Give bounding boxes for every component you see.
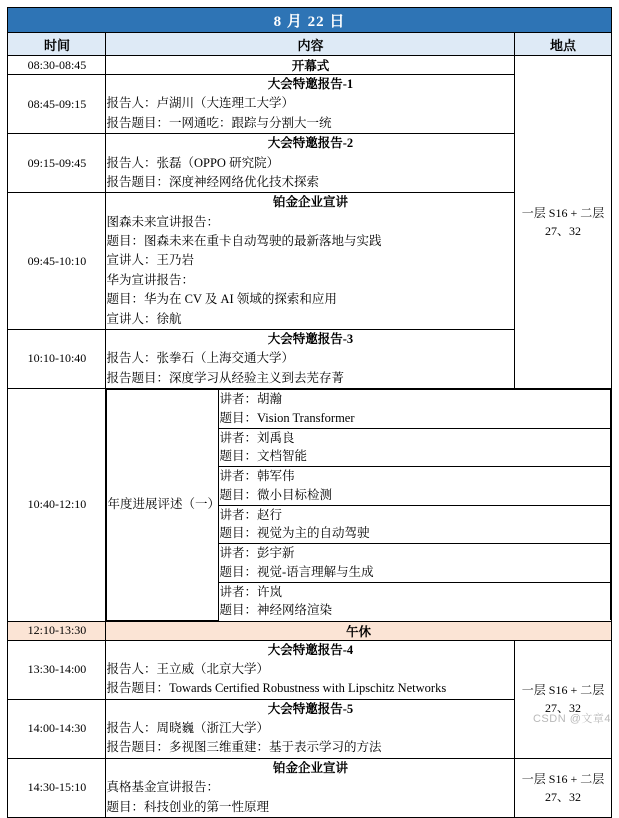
review-row: [107, 390, 610, 429]
table-row: [8, 389, 611, 622]
talk-line: 报告人：张拳石（上海交通大学）: [106, 351, 294, 366]
talk-line: 真格基金宣讲报告：: [106, 780, 219, 795]
talk-line: 报告题目：深度学习从经验主义到去芜存菁: [106, 370, 344, 385]
talk-line: 宣讲人：徐航: [106, 311, 182, 326]
row-content: [106, 758, 515, 817]
talk-line: 报告人：卢湖川（大连理工大学）: [106, 96, 294, 111]
talk-line: 报告题目：一网通吃：跟踪与分割大一统: [106, 115, 332, 130]
row-content: [106, 75, 515, 134]
table-row-lunch: [8, 621, 611, 640]
talk-line: 华为宣讲报告：: [106, 272, 194, 287]
row-time: 14:30-15:10: [8, 758, 106, 817]
talk-heading: 铂金企业宣讲: [272, 760, 348, 775]
review-label: 年度进展评述（一）: [107, 390, 219, 621]
row-content-title: 开幕式: [106, 56, 515, 75]
row-content: [106, 329, 515, 388]
talk-heading: 大会特邀报告-2: [267, 136, 354, 151]
row-time: 14:00-14:30: [8, 699, 106, 758]
review-topic: 题目：文档智能: [219, 449, 307, 464]
talk-line: 报告人：周晓巍（浙江大学）: [106, 721, 269, 735]
review-topic: 题目：视觉为主的自动驾驶: [219, 526, 370, 541]
review-table: [106, 389, 610, 621]
talk-line: 题目：华为在 CV 及 AI 领域的探索和应用: [106, 292, 337, 307]
row-time: 13:30-14:00: [8, 640, 106, 699]
review-speaker: 讲者：许岚: [219, 584, 282, 599]
talk-heading: 铂金企业宣讲: [272, 195, 348, 210]
schedule-table: [7, 7, 611, 818]
column-header-place: 地点: [515, 33, 611, 56]
table-title-row: [8, 8, 611, 33]
review-speaker: 讲者：刘禹良: [219, 430, 295, 445]
talk-heading: 大会特邀报告-3: [267, 331, 354, 346]
review-item: [219, 505, 610, 544]
talk-line: 题目：图森未来在重卡自动驾驶的最新落地与实践: [106, 234, 382, 248]
review-topic: 题目：微小目标检测: [219, 487, 332, 502]
review-item: [219, 467, 610, 506]
table-row: [8, 758, 611, 817]
talk-line: 报告人：王立威（北京大学）: [106, 661, 269, 676]
row-content: [106, 193, 515, 330]
table-row: [8, 640, 611, 699]
review-item: [219, 428, 610, 467]
talk-line: 报告题目：Towards Certified Robustness with Lipschitz Networks: [106, 681, 447, 696]
review-topic: 题目：Vision Transformer: [219, 410, 355, 425]
talk-line: 报告题目：多视图三维重建：基于表示学习的方法: [106, 740, 382, 755]
review-speaker: 讲者：赵行: [219, 507, 282, 522]
row-place-afternoon: 一层 S16 + 二层 27、32: [515, 640, 611, 758]
review-speaker: 讲者：胡瀚: [219, 392, 282, 406]
row-time: 10:10-10:40: [8, 329, 106, 388]
review-item: [219, 544, 610, 583]
review-topic: 题目：视觉-语言理解与生成: [219, 564, 374, 579]
review-block: [106, 389, 611, 622]
lunch-label: 午休: [106, 621, 611, 640]
review-item: [219, 582, 610, 620]
row-time: 10:40-12:10: [8, 389, 106, 622]
row-time: 09:45-10:10: [8, 193, 106, 330]
talk-heading: 大会特邀报告-4: [267, 642, 354, 657]
page-title: 8 月 22 日: [8, 8, 611, 33]
review-speaker: 讲者：韩军伟: [219, 469, 295, 483]
watermark: CSDN @文章4: [532, 713, 611, 725]
review-speaker: 讲者：彭宇新: [219, 546, 295, 560]
row-time: 08:30-08:45: [8, 56, 106, 75]
talk-heading: 大会特邀报告-5: [267, 701, 354, 716]
table-header-row: [8, 33, 611, 56]
talk-line: 宣讲人：王乃岩: [106, 253, 194, 268]
row-content: [106, 699, 515, 758]
review-item: [219, 390, 610, 429]
row-time: 09:15-09:45: [8, 134, 106, 193]
row-content: [106, 134, 515, 193]
row-time: 12:10-13:30: [8, 621, 106, 640]
table-row: [8, 56, 611, 75]
review-topic: 题目：神经网络渲染: [219, 603, 332, 618]
talk-heading: 大会特邀报告-1: [267, 77, 354, 91]
row-place-morning: 一层 S16 + 二层 27、32: [515, 56, 611, 389]
schedule-page: [0, 7, 619, 814]
talk-line: 报告人：张磊（OPPO 研究院）: [106, 155, 280, 170]
column-header-content: 内容: [106, 33, 515, 56]
talk-line: 题目：科技创业的第一性原理: [106, 799, 269, 814]
row-time: 08:45-09:15: [8, 75, 106, 134]
row-content: [106, 640, 515, 699]
talk-line: 图森未来宣讲报告：: [106, 214, 219, 229]
column-header-time: 时间: [8, 33, 106, 56]
talk-line: 报告题目：深度神经网络优化技术探索: [106, 174, 319, 189]
row-place-afternoon2: 一层 S16 + 二层 27、32: [515, 758, 611, 817]
